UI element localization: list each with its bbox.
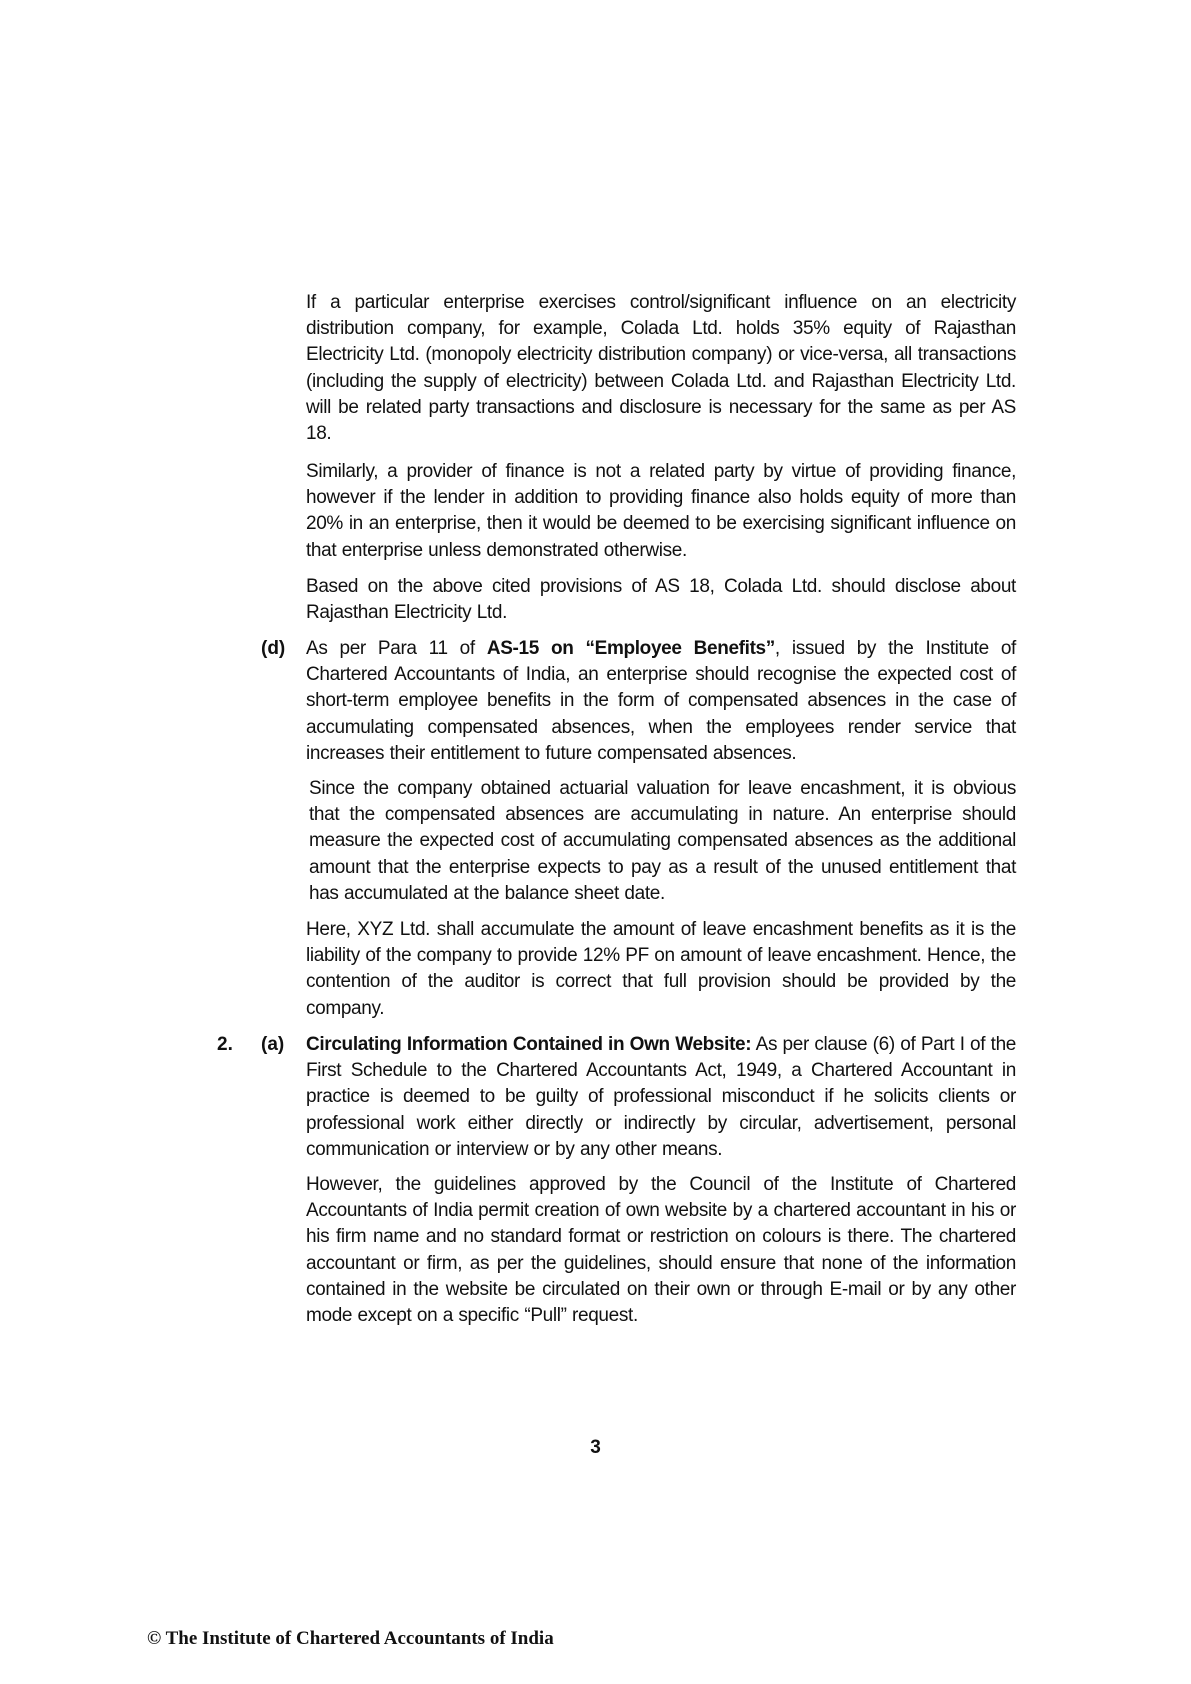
paragraph-colada-disclosure: Based on the above cited provisions of AS 18, Colada Ltd. should disclose about Rajasthan Electricity Ltd. bbox=[306, 576, 1016, 624]
d-text-bold: AS-15 on “Employee Benefits” bbox=[486, 638, 775, 659]
d-text-post: , issued by the Institute of Chartered Accountants of India, an enterprise should recognise the expected cost of short-term employee benefits in the form of compensated absences in the case of accumulating compensated absences, when the employees render service that increases their entitlement to future compensated absences. bbox=[306, 638, 1016, 764]
paragraph-website-guidelines: However, the guidelines approved by the Council of the Institute of Chartered Accountants of India permit creation of own website by a chartered accountant in his or his firm name and no standard format or restriction on colours is there. The chartered accountant or firm, as per the guidelines, should ensure that none of the information contained in the website be circulated on their own or through E-mail or by any other mode except on a specific “Pull” request. bbox=[306, 1174, 1016, 1327]
paragraph-xyz-leave-encashment: Here, XYZ Ltd. shall accumulate the amount of leave encashment benefits as it is the liability of the company to provide 12% PF on amount of leave encashment. Hence, the contention of the auditor is correct that full provision should be provided by the company. bbox=[306, 919, 1016, 1019]
d-text-pre: As per Para 11 of bbox=[306, 638, 487, 659]
item-label-a: (a) bbox=[261, 1034, 285, 1055]
footer-copyright: © The Institute of Chartered Accountants of India bbox=[147, 1628, 554, 1649]
paragraph-as15-employee-benefits bbox=[306, 636, 1016, 767]
question-label-2: 2. bbox=[217, 1034, 233, 1055]
page-number: 3 bbox=[590, 1437, 601, 1458]
a-text-post: As per clause (6) of Part I of the First Schedule to the Chartered Accountants Act, 1949, a Chartered Accountant in practice is deemed to be guilty of professional misconduct if he solicits clients or professional work either directly or indirectly by circular, advertisement, personal communication or interview or by any other means. bbox=[306, 1034, 1016, 1160]
a-text-bold: Circulating Information Contained in Own Website: bbox=[306, 1034, 752, 1055]
paragraph-actuarial-valuation: Since the company obtained actuarial valuation for leave encashment, it is obvious that the compensated absences are accumulating in nature. An enterprise should measure the expected cost of accumulating compensated absences as the additional amount that the enterprise expects to pay as a result of the unused entitlement that has accumulated at the balance sheet date. bbox=[309, 778, 1016, 904]
item-label-d: (d) bbox=[261, 638, 286, 659]
paragraph-circulating-information bbox=[306, 1032, 1016, 1163]
paragraph-related-party-electricity: If a particular enterprise exercises control/significant influence on an electricity distribution company, for example, Colada Ltd. holds 35% equity of Rajasthan Electricity Ltd. (monopoly electricity distribution company) or vice-versa, all transactions (including the supply of electricity) between Colada Ltd. and Rajasthan Electricity Ltd. will be related party transactions and disclosure is necessary for the same as per AS 18. bbox=[306, 292, 1016, 445]
paragraph-provider-of-finance: Similarly, a provider of finance is not a related party by virtue of providing finance, however if the lender in addition to providing finance also holds equity of more than 20% in an enterprise, then it would be deemed to be exercising significant influence on that enterprise unless demonstrated otherwise. bbox=[306, 461, 1016, 561]
